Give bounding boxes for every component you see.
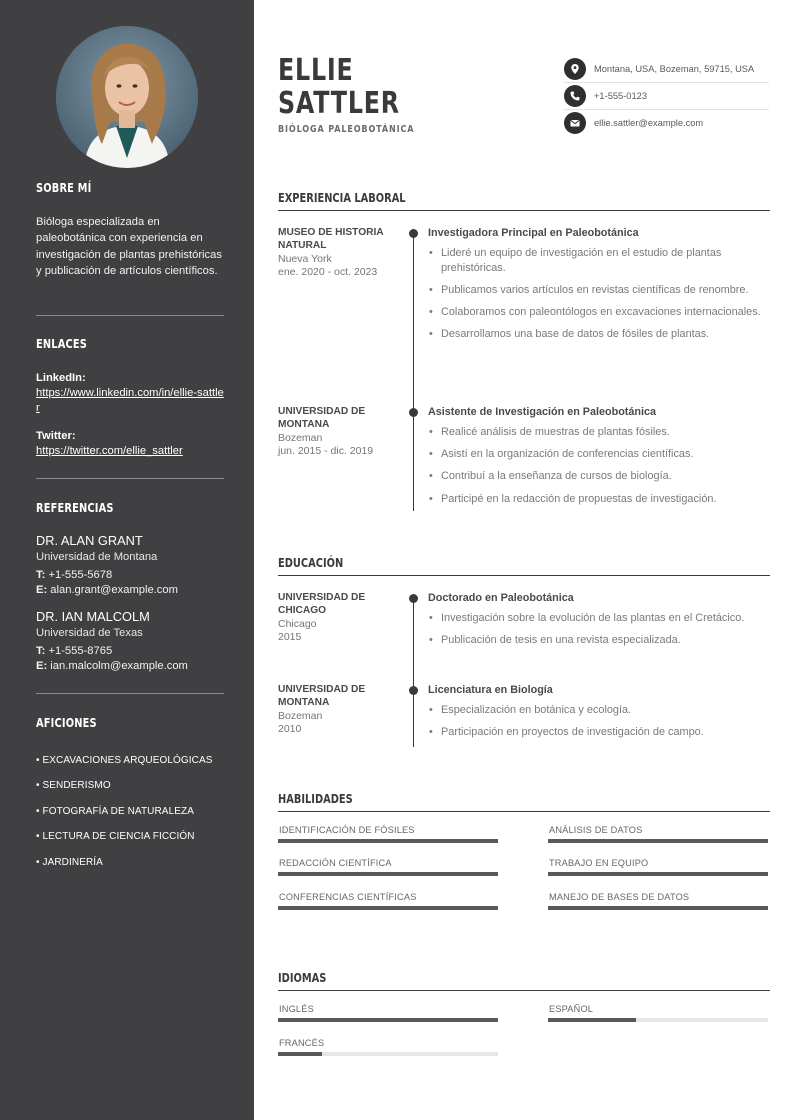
- education-bullet: • Publicación de tesis en una revista especializada.: [428, 633, 773, 648]
- education-details: [428, 683, 773, 747]
- education-bullet: • Participación en proyectos de investigación de campo.: [428, 725, 773, 740]
- contact-email-link[interactable]: ellie.sattler@example.com: [594, 118, 704, 128]
- skill-bar: [278, 906, 498, 910]
- job-role: Asistente de Investigación en Paleobotánica: [428, 406, 656, 418]
- languages-title: IDIOMAS: [278, 971, 327, 985]
- profile-photo: [56, 26, 198, 168]
- language-label: FRANCÉS: [279, 1038, 325, 1048]
- education-bullet: • Investigación sobre la evolución de las plantas en el Cretácico.: [428, 611, 773, 626]
- education-details: [428, 591, 773, 655]
- degree: Licenciatura en Biología: [428, 684, 553, 696]
- reference-org: Universidad de Texas: [36, 627, 143, 639]
- education-bullet-list: [428, 703, 773, 740]
- employer: UNIVERSIDAD DE MONTANA: [278, 406, 366, 430]
- candidate-name: [278, 54, 400, 120]
- twitter-link-block: [36, 429, 224, 459]
- reference-item: [36, 532, 224, 598]
- phone-label: T:: [36, 569, 46, 581]
- reference-email: alan.grant@example.com: [50, 584, 178, 596]
- skill-item: [548, 858, 768, 876]
- contact-location: [564, 56, 769, 82]
- contact-phone: [564, 83, 769, 109]
- experience-meta: [278, 227, 400, 280]
- employer-location: Bozeman: [278, 431, 323, 444]
- reference-email: ian.malcolm@example.com: [50, 660, 188, 672]
- skill-label: TRABAJO EN EQUIPO: [549, 858, 649, 868]
- institution: UNIVERSIDAD DE MONTANA: [278, 684, 366, 708]
- achievement-item: • Contribuí a la enseñanza de cursos de biología.: [428, 469, 773, 484]
- reference-email-line: [36, 659, 224, 674]
- skill-bar-fill: [548, 906, 768, 910]
- degree: Doctorado en Paleobotánica: [428, 592, 574, 604]
- achievement-item: • Colaboramos con paleontólogos en excavaciones internacionales.: [428, 305, 773, 320]
- reference-phone-line: [36, 644, 224, 659]
- education-title: EDUCACIÓN: [278, 556, 344, 570]
- institution-location: Bozeman: [278, 709, 323, 722]
- timeline-dot: [409, 686, 418, 695]
- section-rule: [278, 990, 770, 991]
- email-icon: [564, 112, 586, 134]
- section-rule: [278, 811, 770, 812]
- timeline-dot: [409, 594, 418, 603]
- reference-name: DR. ALAN GRANT: [36, 533, 143, 548]
- job-role: Investigadora Principal en Paleobotánica: [428, 227, 639, 239]
- achievement-item: • Lideré un equipo de investigación en el estudio de plantas prehistóricas.: [428, 246, 773, 276]
- skill-bar: [548, 872, 768, 876]
- reference-item: [36, 608, 224, 674]
- skill-item: [278, 892, 498, 910]
- achievement-list: [428, 425, 773, 506]
- skills-title: HABILIDADES: [278, 792, 353, 806]
- experience-title: EXPERIENCIA LABORAL: [278, 191, 406, 205]
- location-pin-icon: [564, 58, 586, 80]
- first-name: ELLIE: [278, 53, 354, 88]
- email-label: E:: [36, 584, 48, 596]
- education-bullet-list: [428, 611, 773, 648]
- employer: MUSEO DE HISTORIA NATURAL: [278, 227, 384, 251]
- skill-bar-fill: [278, 872, 498, 876]
- language-item: [548, 1004, 768, 1022]
- skill-bar-fill: [548, 839, 768, 843]
- contact-phone-text: +1-555-0123: [594, 91, 647, 101]
- job-title: BIÓLOGA PALEOBOTÁNICA: [278, 124, 415, 135]
- education-bullet: • Especialización en botánica y ecología.: [428, 703, 773, 718]
- hobby-item: • LECTURA DE CIENCIA FICCIÓN: [36, 831, 195, 843]
- achievement-list: [428, 246, 773, 342]
- achievement-item: • Desarrollamos una base de datos de fósiles de plantas.: [428, 327, 773, 342]
- timeline-line: [413, 233, 414, 511]
- skill-bar: [548, 839, 768, 843]
- language-bar-fill: [278, 1018, 498, 1022]
- skill-item: [278, 825, 498, 843]
- twitter-link[interactable]: https://twitter.com/ellie_sattler: [36, 445, 183, 457]
- hobby-item: • FOTOGRAFÍA DE NATURALEZA: [36, 805, 194, 817]
- skill-bar-fill: [278, 906, 498, 910]
- skill-item: [548, 825, 768, 843]
- language-bar-fill: [278, 1052, 322, 1056]
- section-rule: [278, 210, 770, 211]
- about-text: Bióloga especializada en paleobotánica con experiencia en investigación de plantas prehistóricas y publicación de artículos científicos.: [36, 216, 222, 278]
- reference-email-line: [36, 583, 224, 598]
- reference-phone: +1-555-5678: [48, 569, 113, 581]
- employment-dates: jun. 2015 - dic. 2019: [278, 445, 374, 458]
- about-title: SOBRE MÍ: [36, 181, 92, 195]
- skill-bar-fill: [278, 839, 498, 843]
- sidebar: [0, 0, 254, 1120]
- contact-address: Montana, USA, Bozeman, 59715, USA: [594, 64, 755, 74]
- portrait-image: [56, 26, 198, 168]
- timeline-dot: [409, 408, 418, 417]
- institution-location: Chicago: [278, 617, 317, 630]
- skill-label: IDENTIFICACIÓN DE FÓSILES: [279, 825, 415, 835]
- divider: [36, 693, 224, 694]
- timeline-line: [413, 598, 414, 747]
- graduation-year: 2015: [278, 631, 302, 644]
- phone-label: T:: [36, 645, 46, 657]
- experience-meta: [278, 406, 400, 459]
- employer-location: Nueva York: [278, 252, 332, 265]
- hobbies-list: [36, 748, 213, 875]
- linkedin-link-block: [36, 371, 224, 416]
- linkedin-link[interactable]: https://www.linkedin.com/in/ellie-sattler: [36, 387, 224, 414]
- education-meta: [278, 592, 400, 645]
- phone-icon: [564, 85, 586, 107]
- employment-dates: ene. 2020 - oct. 2023: [278, 266, 378, 279]
- reference-phone: +1-555-8765: [48, 645, 113, 657]
- education-meta: [278, 684, 400, 737]
- achievement-item: • Participé en la redacción de propuestas de investigación.: [428, 492, 773, 507]
- skill-label: CONFERENCIAS CIENTÍFICAS: [279, 892, 417, 902]
- skill-bar: [278, 872, 498, 876]
- language-item: [278, 1038, 498, 1056]
- last-name: SATTLER: [278, 86, 400, 121]
- language-item: [278, 1004, 498, 1022]
- achievement-item: • Realicé análisis de muestras de plantas fósiles.: [428, 425, 773, 440]
- skill-item: [278, 858, 498, 876]
- experience-details: [428, 226, 773, 350]
- timeline-dot: [409, 229, 418, 238]
- references-title: REFERENCIAS: [36, 501, 114, 515]
- skill-label: REDACCIÓN CIENTÍFICA: [279, 858, 392, 868]
- language-label: ESPAÑOL: [549, 1004, 594, 1014]
- contact-email: [564, 110, 769, 136]
- skill-bar: [548, 906, 768, 910]
- hobbies-title: AFICIONES: [36, 716, 97, 730]
- achievement-item: • Asistí en la organización de conferencias científicas.: [428, 447, 773, 462]
- divider: [36, 315, 224, 316]
- language-bar: [278, 1018, 498, 1022]
- hobby-item: • JARDINERÍA: [36, 856, 103, 868]
- skill-bar: [278, 839, 498, 843]
- language-bar: [548, 1018, 768, 1022]
- graduation-year: 2010: [278, 723, 302, 736]
- reference-phone-line: [36, 568, 224, 583]
- divider: [36, 478, 224, 479]
- hobby-item: • EXCAVACIONES ARQUEOLÓGICAS: [36, 755, 213, 766]
- section-rule: [278, 575, 770, 576]
- linkedin-label: LinkedIn:: [36, 372, 86, 384]
- language-bar: [278, 1052, 498, 1056]
- achievement-item: • Publicamos varios artículos en revistas científicas de renombre.: [428, 283, 773, 298]
- institution: UNIVERSIDAD DE CHICAGO: [278, 592, 366, 616]
- experience-details: [428, 405, 773, 514]
- twitter-label: Twitter:: [36, 430, 76, 442]
- email-label: E:: [36, 660, 48, 672]
- skill-label: MANEJO DE BASES DE DATOS: [549, 892, 690, 902]
- reference-name: DR. IAN MALCOLM: [36, 609, 150, 624]
- links-title: ENLACES: [36, 337, 88, 351]
- hobby-item: • SENDERISMO: [36, 780, 111, 792]
- language-bar-fill: [548, 1018, 636, 1022]
- skill-item: [548, 892, 768, 910]
- skill-label: ANÁLISIS DE DATOS: [549, 825, 643, 835]
- reference-org: Universidad de Montana: [36, 551, 158, 563]
- skill-bar-fill: [548, 872, 768, 876]
- language-label: INGLÉS: [279, 1004, 314, 1014]
